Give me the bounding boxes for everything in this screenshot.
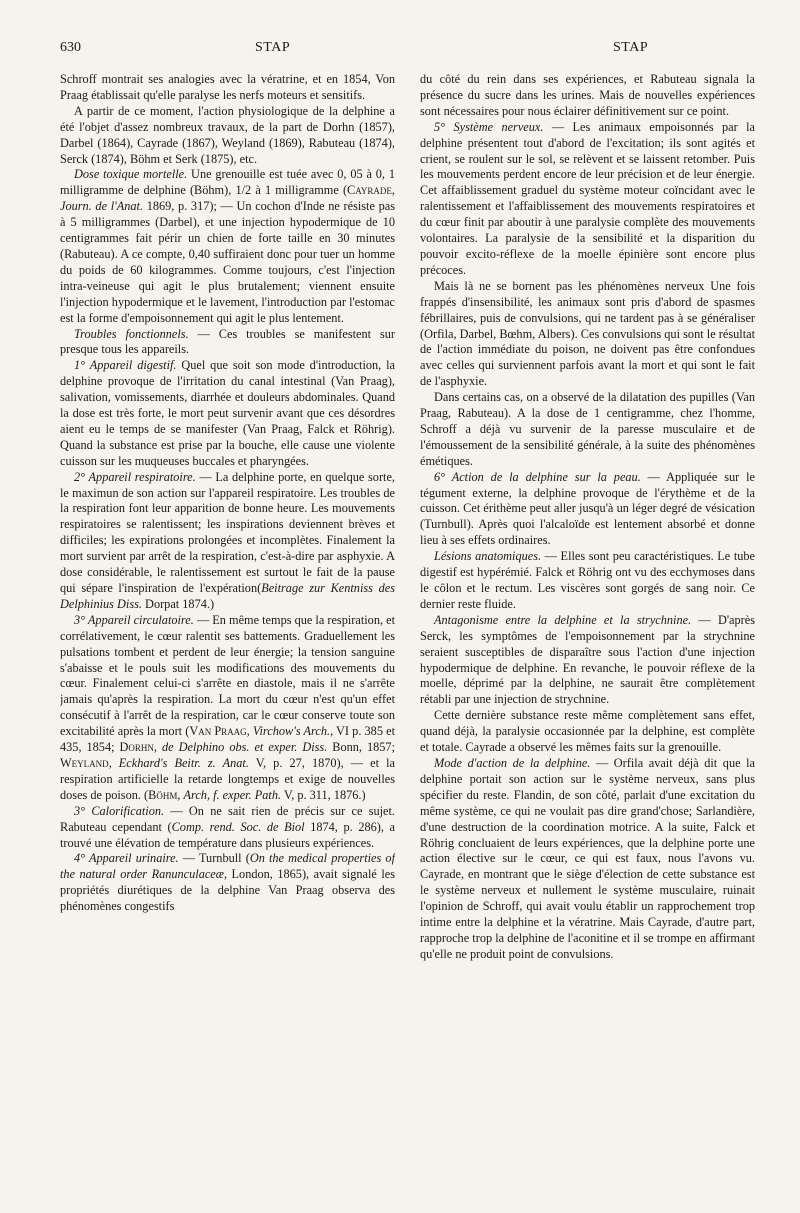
paragraph-peau: 6° Action de la delphine sur la peau. — Appliquée sur le tégument externe, la delphine provoque de l'érythème et de la cuisson. Cet érithème peut aller jusqu'à un léger degré de vésication (Turnbull). Après quoi l'alcaloïde est lentement absorbé et donne lieu à ses effets ordinaires.	[420, 469, 755, 548]
left-column	[60, 72, 395, 1202]
running-title-right: STAP	[613, 40, 649, 55]
section-heading: Dose toxique mortelle.	[74, 167, 188, 182]
paragraph-digestif: 1° Appareil digestif. Quel que soit son mode d'introduction, la delphine provoque de l'irritation du canal intestinal (Van Praag), salivation, vomissements, diarrhée et douleurs abdominales. Quand la dose est très forte, le mort peut survenir avant que ces désordres aient eu le temps de se manifester (Van Praag, Falck et Röhrig). Quand la substance est prise par la bouche, elle cause une violente cuisson sur les muqueuses buccales et pharyngées.	[60, 358, 395, 468]
section-heading: 5° Système nerveux.	[434, 119, 544, 134]
section-heading: 2° Appareil respiratoire.	[74, 469, 196, 484]
running-title-left: STAP	[255, 40, 291, 55]
page-header	[60, 40, 756, 60]
journal-ref: de Delphino obs. et exper. Diss.	[161, 740, 328, 755]
paragraph-antagonisme: Antagonisme entre la delphine et la strychnine. — D'après Serck, les symptômes de l'empoisonnement par la strychnine seraient susceptibles de disparaître sous l'action d'une injection hypodermique de delphine. En revanche, le pouvoir réflexe de la moelle, déprimé par la delphine, ne saurait être complètement rétabli par une injection de strychnine.	[420, 612, 755, 707]
right-column	[420, 72, 755, 1202]
author-ref: Böhm	[148, 787, 178, 802]
author-ref: Weyland	[60, 755, 109, 770]
author-ref: Cayrade	[347, 183, 392, 198]
section-heading: Mode d'action de la delphine.	[434, 755, 591, 770]
section-heading: Troubles fonctionnels.	[74, 326, 189, 341]
section-heading: 6° Action de la delphine sur la peau.	[434, 469, 641, 484]
page-number: 630	[60, 40, 81, 55]
author-ref: Van Praag	[189, 724, 247, 739]
paragraph-urinaire: 4° Appareil urinaire. — Turnbull (On the medical properties of the natural order Ranunculaceæ, London, 1865), avait signalé les propriétés diurétiques de la delphine Van Praag observa des phénomènes congestifs	[60, 851, 395, 914]
section-heading: 1° Appareil digestif.	[74, 358, 177, 373]
paragraph-dose-toxique: Dose toxique mortelle. Une grenouille est tuée avec 0, 05 à 0, 1 milligramme de delphine (Böhm), 1/2 à 1 milligramme (Cayrade, Journ. de l'Anat. 1869, p. 317); — Un cochon d'Inde ne résiste pas à 5 milligrammes (Darbel), et une injection hypodermique de 10 centigrammes fait périr un chien de forte taille en 30 minutes (Rabuteau). A ce compte, 0,40 suffiraient donc pour tuer un homme du poids de 60 kilogrammes. Comme toujours, c'est l'injection intra-veineuse qui agit le plus brutalement; viennent ensuite l'injection hypodermique et le lavement, l'introduction par l'estomac est la forme d'empoisonnement qui agit le plus lentement.	[60, 167, 395, 325]
paragraph-mode-action: Mode d'action de la delphine. — Orfila avait déjà dit que la delphine portait son action sur le système nerveux, sans plus spécifier du reste. Flandin, de son côté, parlait d'une excitation du même système, ce qui ne voulait pas dire grand'chose; Sarlandière, d'une destruction de la coordination motrice. A la suite, Falck et Röhrig concluaient de leurs expériences, que la delphine porte une action élective sur le cœur, ce qui est faux, nous l'avons vu. Cayrade, en montrant que le siège d'élection de cette substance est le système nerveux et nullement le système musculaire, ruinait l'opinion de Schroff, qui avait voulu établir un rapprochement trop intime entre la delphine et la vératrine. Mais Cayrade, d'autre part, rapproche trop la delphine de l'aconitine et il se trompe en affirmant qu'elle ne produit point de convulsions.	[420, 755, 755, 961]
journal-ref: Comp. rend. Soc. de Biol	[171, 819, 305, 834]
journal-ref: Arch, f. exper. Path.	[183, 787, 282, 802]
journal-ref: Journ. de l'Anat.	[60, 199, 144, 214]
paragraph-systeme-nerveux: 5° Système nerveux. — Les animaux empoisonnés par la delphine présentent tout d'abord de l'excitation; ils sont agités et crient, se roulent sur le sol, se relèvent et se laissent retomber. Puis les mouvements perdent encore de leur précision et de leur énergie. Cet affaiblissement graduel du système moteur coïncidant avec le ralentissement et l'affaiblissement des mouvements respiratoires et du cœur finit par aboutir à une paralysie complète des mouvements volontaires. La paralysie de la sensibilité et la disparition du pouvoir excito-réflexe de la moelle épinière sont encore plus précoces.	[420, 119, 755, 277]
section-heading: 4° Appareil urinaire.	[74, 851, 179, 866]
author-ref: Dorhn	[119, 740, 154, 755]
section-heading: 3° Calorification.	[74, 803, 165, 818]
paragraph: du côté du rein dans ses expériences, et Rabuteau signala la présence du sucre dans les urines. Mais de nouvelles expériences sont nécessaires pour nous éclairer définitivement sur ce point.	[420, 72, 755, 118]
paragraph: Dans certains cas, on a observé de la dilatation des pupilles (Van Praag, Rabuteau). A la dose de 1 centigramme, chez l'homme, Schroff a déjà vu survenir de la paresse musculaire et de l'émoussement de la sensibilité générale, à la suite des phénomènes émétiques.	[420, 390, 755, 468]
paragraph-troubles: Troubles fonctionnels. — Ces troubles se manifestent sur presque tous les appareils.	[60, 326, 395, 357]
paragraph: Schroff montrait ses analogies avec la vératrine, et en 1854, Von Praag établissait qu'elle paralyse les nerfs moteurs et sensitifs.	[60, 72, 395, 102]
paragraph: A partir de ce moment, l'action physiologique de la delphine a été l'objet d'assez nombreux travaux, de la part de Dorhn (1857), Darbel (1864), Cayrade (1867), Weyland (1869), Rabuteau (1874), Serck (1874), Böhm et Serk (1875), etc.	[60, 103, 395, 166]
section-heading: 3° Appareil circulatoire.	[74, 612, 194, 627]
journal-ref: Beitrage zur Kentniss des Delphinius Diss.	[60, 581, 395, 611]
journal-ref: Eckhard's Beitr. z. Anat.	[118, 755, 249, 770]
paragraph-calorification: 3° Calorification. — On ne sait rien de précis sur ce sujet. Rabuteau cependant (Comp. rend. Soc. de Biol 1874, p. 286), a trouvé une élévation de température dans plusieurs expériences.	[60, 803, 395, 850]
paragraph-lesions: Lésions anatomiques. — Elles sont peu caractéristiques. Le tube digestif est hypérémié. Falck et Röhrig ont vu des ecchymoses dans le côlon et le rectum. Les viscères sont gorgés de sang noir. Ce dernier reste fluide.	[420, 549, 755, 611]
paragraph-respiratoire: 2° Appareil respiratoire. — La delphine porte, en quelque sorte, le maximun de son action sur l'appareil respiratoire. Les troubles de la respiration font leur apparition de bonne heure. Les mouvements respiratoires se ralentissent; les inspirations deviennent brèves et difficiles; les expirations prolongées et incomplètes. Finalement la mort survient par arrêt de la respiration, c'est-à-dire par asphyxie. A dose considérable, le ralentissement est surtout le fait de la pause qui sépare l'inspiration de l'expération(Beitrage zur Kentniss des Delphinius Diss. Dorpat 1874.)	[60, 469, 395, 611]
paragraph: Mais là ne se bornent pas les phénomènes nerveux Une fois frappés d'insensibilité, les animaux sont pris d'abord de spasmes fébrillaires, puis de convulsions, qui ne tardent pas à se généraliser (Orfila, Darbel, Bœhm, Albers). Ces convulsions qui sont le résultat de l'action immédiate du poison, ne doivent pas être confondues avec celles qui surviennent parfois avant la mort et qui sont le fait de l'asphyxie.	[420, 278, 755, 389]
paragraph-circulatoire: 3° Appareil circulatoire. — En même temps que la respiration, et corrélativement, le cœur ralentit ses battements. Graduellement les pulsations tombent et perdent de leur énergie; la tension sanguine s'abaisse et le pouls suit les modifications des mouvements du cœur. Finalement celui-ci s'arrête en diastole, mais il ne s'arrête jamais qu'après la respiration. La mort du cœur n'est qu'un effet consécutif à l'arrêt de la respiration, car le cœur conserve toute son excitabilité après la mort (Van Praag, Virchow's Arch., VI p. 385 et 435, 1854; Dorhn, de Delphino obs. et exper. Diss. Bonn, 1857; Weyland, Eckhard's Beitr. z. Anat. V, p. 27, 1870), — et la respiration artificielle la retarde longtemps et exige de nouvelles doses de poison. (Böhm, Arch, f. exper. Path. V, p. 311, 1876.)	[60, 612, 395, 802]
journal-ref: Virchow's Arch.	[252, 724, 331, 739]
journal-ref: On the medical properties of the natural order Ranunculaceæ	[60, 851, 395, 882]
section-heading: Antagonisme entre la delphine et la strychnine.	[434, 612, 692, 627]
section-heading: Lésions anatomiques.	[434, 549, 542, 564]
paragraph: Cette dernière substance reste même complètement sans effet, quand déjà, la paralysie occasionnée par la delphine, est complète et totale. Cayrade a observé les mêmes faits sur la grenouille.	[420, 708, 755, 755]
